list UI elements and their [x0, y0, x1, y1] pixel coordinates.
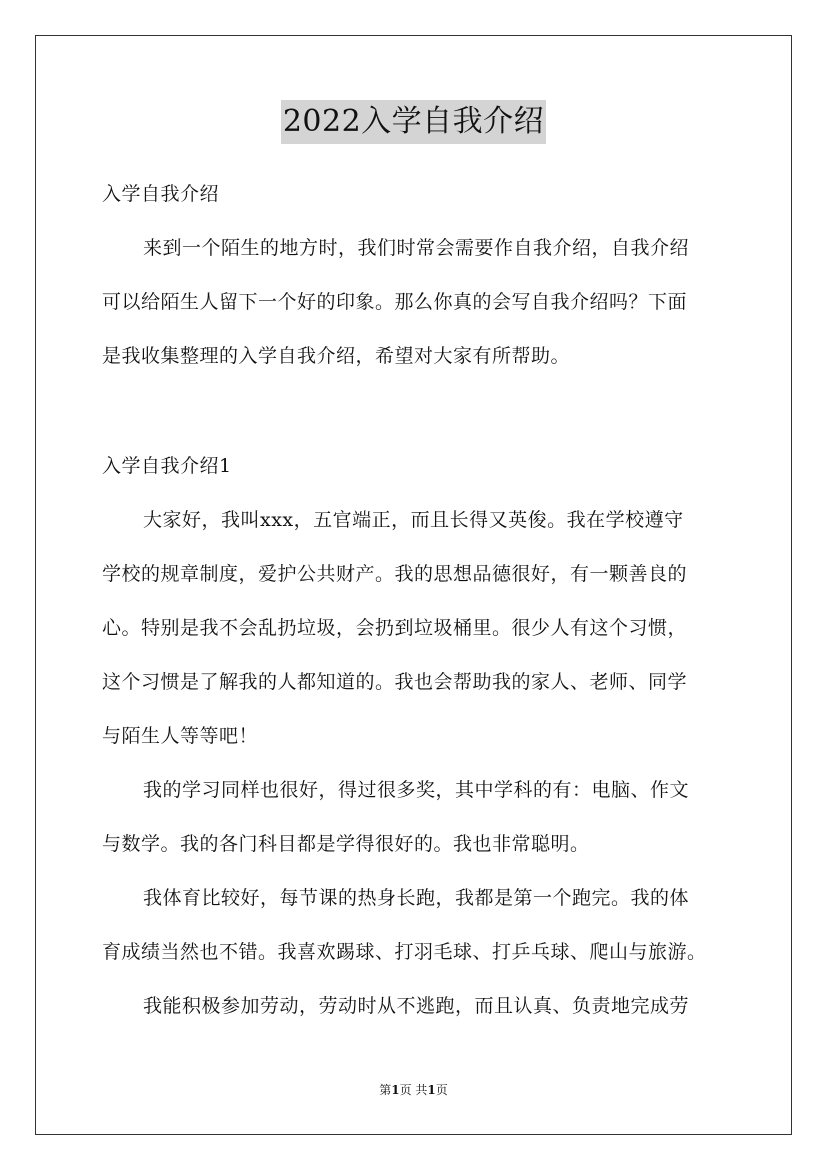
- footer-suffix: 页: [435, 1083, 448, 1097]
- footer-prefix: 第: [379, 1083, 392, 1097]
- paragraph-line: 我体育比较好，每节课的热身长跑，我都是第一个跑完。我的体: [143, 887, 690, 909]
- section-heading: 入学自我介绍: [102, 183, 220, 205]
- paragraph-line: 可以给陌生人留下一个好的印象。那么你真的会写自我介绍吗？下面: [102, 291, 688, 313]
- page-footer: [0, 1082, 827, 1098]
- paragraph-line: 这个习惯是了解我的人都知道的。我也会帮助我的家人、老师、同学: [102, 671, 688, 693]
- footer-total-pages: 1: [427, 1083, 436, 1097]
- paragraph-line: 我的学习同样也很好，得过很多奖，其中学科的有：电脑、作文: [143, 779, 690, 801]
- paragraph-line: 学校的规章制度，爱护公共财产。我的思想品德很好，有一颗善良的: [102, 563, 688, 585]
- document-title: [0, 100, 827, 144]
- paragraph-line: 是我收集整理的入学自我介绍，希望对大家有所帮助。: [102, 345, 571, 367]
- footer-current-page: 1: [391, 1083, 400, 1097]
- paragraph-line: 大家好，我叫xxx，五官端正，而且长得又英俊。我在学校遵守: [143, 509, 684, 531]
- document-title-text: 2022入学自我介绍: [281, 100, 546, 144]
- paragraph-line: 来到一个陌生的地方时，我们时常会需要作自我介绍，自我介绍: [143, 237, 690, 259]
- paragraph-line: 与陌生人等等吧！: [102, 725, 259, 747]
- paragraph-line: 我能积极参加劳动，劳动时从不逃跑，而且认真、负责地完成劳: [143, 995, 690, 1017]
- footer-mid: 页 共: [399, 1083, 428, 1097]
- paragraph-line: 与数学。我的各门科目都是学得很好的。我也非常聪明。: [102, 833, 590, 855]
- paragraph-line: 育成绩当然也不错。我喜欢踢球、打羽毛球、打乒乓球、爬山与旅游。: [102, 941, 707, 963]
- section-heading: 入学自我介绍1: [102, 455, 232, 477]
- paragraph-line: 心。特别是我不会乱扔垃圾，会扔到垃圾桶里。很少人有这个习惯，: [102, 617, 688, 639]
